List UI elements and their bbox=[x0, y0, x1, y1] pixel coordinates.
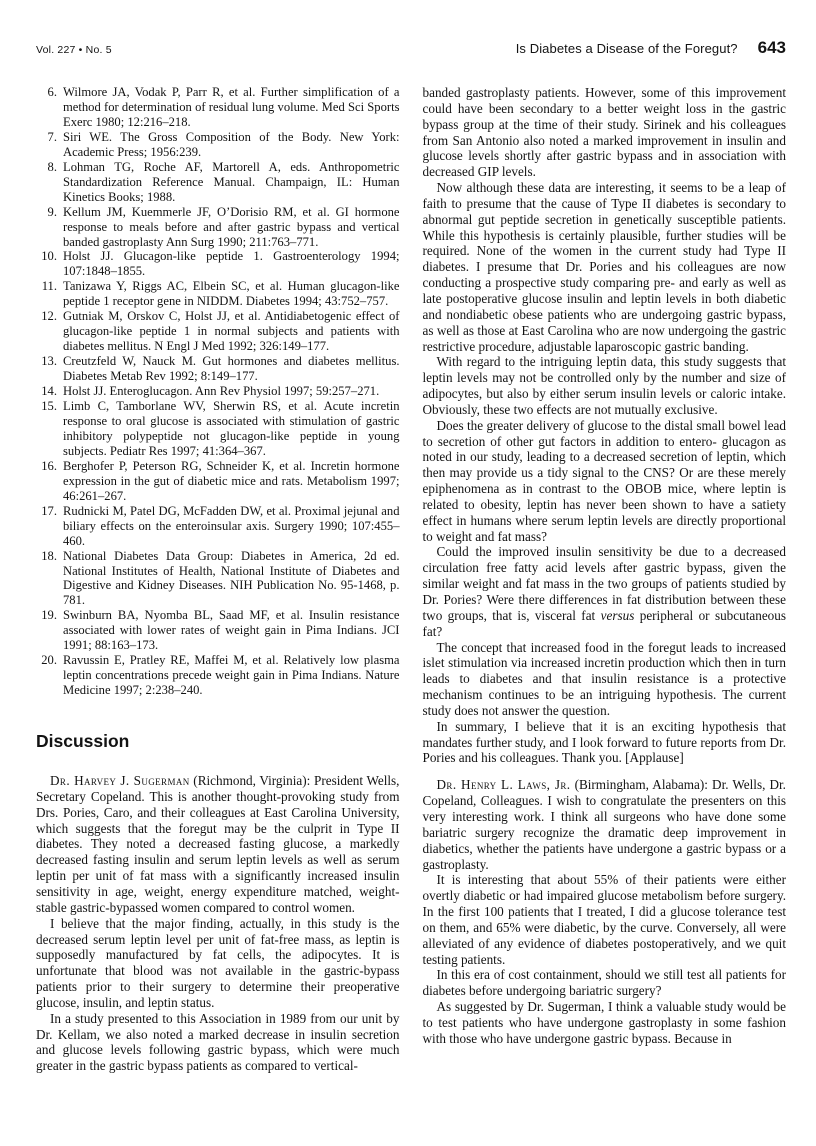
reference-number: 9. bbox=[47, 204, 57, 219]
discussion-heading: Discussion bbox=[36, 731, 130, 752]
reference-number: 15. bbox=[41, 399, 57, 414]
reference-text: Wilmore JA, Vodak P, Parr R, et al. Further simplification of a method for determination of residual lung volume. Med Sci Sports Exerc 1980; 12:216–218. bbox=[63, 85, 400, 129]
discussion-paragraph: Does the greater delivery of glucose to the distal small bowel lead to secretion of other gut factors in addition to entero- glucagon as noted in our study, leading to a decreased secretion of leptin, which then may provide us a tidy signal to the CNS? Or are these merely epiphenomena as in contrast to the OBOB mice, where leptin is related to obesity, leptin has never been shown to have a satiety effect in humans where serum leptin levels are directly proportional to weight and fat mass? bbox=[422, 417, 786, 544]
discussion-paragraph: In summary, I believe that it is an exciting hypothesis that mandates further study, and I look forward to future reports from Dr. Pories and his colleagues. Thank you. [Applause] bbox=[422, 718, 786, 766]
reference-text: Berghofer P, Peterson RG, Schneider K, et al. Incretin hormone expression in the gut of diabetic mice and rats. Metabolism 1997; 46:261–267. bbox=[63, 458, 400, 503]
reference-text: Ravussin E, Pratley RE, Maffei M, et al. Relatively low plasma leptin concentrations precede weight gain in Pima Indians. Nature Medicine 1997; 2:238–240. bbox=[63, 653, 400, 698]
volume-info: Vol. 227 • No. 5 bbox=[36, 44, 112, 56]
reference-text: Creutzfeld W, Nauck M. Gut hormones and diabetes mellitus. Diabetes Metab Rev 1992; 8:149–177. bbox=[63, 354, 400, 384]
reference-text: Gutniak M, Orskov C, Holst JJ, et al. Antidiabetogenic effect of glucagon-like peptide 1 in normal subjects and patients with diabetes mellitus. N Engl J Med 1992; 326:149–177. bbox=[63, 309, 400, 354]
discussion-paragraph bbox=[423, 544, 787, 639]
page-number: 643 bbox=[757, 38, 786, 57]
reference-number: 6. bbox=[47, 85, 57, 99]
paragraph-text: (Richmond, Virginia): President Wells, Secretary Copeland. This is another thought-provoking study from Drs. Pories, Caro, and their colleagues at East Carolina University, which suggests that the foregut may be the culprit in Type II diabetes. They noted a decreased fasting glucose, a markedly decreased fasting insulin and serum leptin levels as well as serum leptin per unit of fat mass with a significantly increased insulin sensitivity in age, weight, energy expenditure matched, weight-stable gastric-bypassed women compared to control women. bbox=[36, 773, 400, 915]
header-right bbox=[516, 38, 786, 58]
reference-item bbox=[36, 130, 400, 160]
reference-number: 12. bbox=[41, 309, 57, 324]
reference-item bbox=[36, 160, 400, 205]
reference-item bbox=[36, 504, 400, 549]
discussion-paragraph: banded gastroplasty patients. However, some of this improvement could have been secondary to a better weight loss in the gastric bypass group at the time of their study. Sirinek and his colleagues from San Antonio also noted a marked improvement in insulin and glucose levels shortly after gastric bypass and in association with decreased GIP levels. bbox=[422, 85, 786, 180]
reference-list bbox=[36, 85, 400, 698]
discussion-paragraph bbox=[423, 777, 787, 872]
reference-item bbox=[36, 205, 400, 250]
reference-item bbox=[36, 249, 400, 279]
speaker-name: Dr. Harvey J. Sugerman bbox=[50, 773, 190, 789]
reference-number: 17. bbox=[41, 503, 57, 518]
left-column bbox=[36, 85, 400, 1074]
reference-text: Holst JJ. Enteroglucagon. Ann Rev Physiol 1997; 59:257–271. bbox=[63, 384, 380, 399]
reference-item bbox=[36, 85, 400, 130]
discussion-paragraph: The concept that increased food in the foregut leads to increased islet stimulation via increased incretin production which then in turn leads to diabetes and that insulin resistance is a protective mechanism continues to be an intriguing hypothesis. The current study does not answer the question. bbox=[422, 639, 786, 718]
discussion-paragraph: In a study presented to this Association in 1989 from our unit by Dr. Kellam, we also noted a marked decrease in insulin secretion and glucose levels following gastric bypass, which were much greater in the gastric bypass patients as compared to vertical- bbox=[36, 1010, 400, 1074]
reference-item bbox=[36, 608, 400, 653]
reference-number: 20. bbox=[41, 653, 57, 668]
reference-text: Rudnicki M, Patel DG, McFadden DW, et al. Proximal jejunal and biliary effects on the enteroinsular axis. Surgery 1990; 107:455–460. bbox=[63, 503, 400, 548]
page-header bbox=[36, 38, 786, 58]
reference-item bbox=[36, 354, 400, 384]
reference-item bbox=[36, 399, 400, 459]
reference-number: 11. bbox=[41, 279, 57, 294]
discussion-paragraph: I believe that the major finding, actually, in this study is the decreased serum leptin level per unit of fat-free mass, as leptin is supposedly manufactured by fat cells, the adipocytes. It is unfortunate that blood was not available in the gastric-bypass patients prior to their surgery to determine their preoperative glucose, insulin, and leptin status. bbox=[36, 915, 400, 1010]
paragraph-text: (Birmingham, Alabama): Dr. Wells, Dr. Copeland, Colleagues. I wish to congratulate the presenters on this very interesting work. I think all surgeons who have done some bariatric surgery recognize the dramatic deep improvement in diabetics, whether the patients have undergone a gastric bypass or a gastroplasty. bbox=[422, 777, 786, 872]
reference-item bbox=[36, 384, 400, 399]
paragraph-text: peripheral or subcutaneous fat? bbox=[422, 607, 786, 639]
reference-item bbox=[36, 309, 400, 354]
reference-text: Lohman TG, Roche AF, Martorell A, eds. Anthropometric Standardization Reference Manual. Champaign, IL: Human Kinetics Books; 1988. bbox=[63, 159, 400, 204]
reference-text: Siri WE. The Gross Composition of the Body. New York: Academic Press; 1956:239. bbox=[63, 129, 400, 159]
reference-number: 13. bbox=[41, 354, 57, 369]
reference-text: Swinburn BA, Nyomba BL, Saad MF, et al. Insulin resistance associated with lower rates of weight gain in Pima Indians. JCI 1991; 88:163–173. bbox=[63, 608, 400, 653]
reference-text: National Diabetes Data Group: Diabetes in America, 2d ed. National Institutes of Health, National Institute of Diabetes and Digestive and Kidney Diseases. NIH Publication No. 95-1468, p. 781. bbox=[63, 548, 400, 608]
speaker-name: Dr. Henry L. Laws, Jr. bbox=[436, 777, 571, 793]
reference-text: Holst JJ. Glucagon-like peptide 1. Gastroenterology 1994; 107:1848–1855. bbox=[63, 249, 400, 279]
reference-item bbox=[36, 279, 400, 309]
italic-word: versus bbox=[600, 607, 635, 623]
reference-text: Limb C, Tamborlane WV, Sherwin RS, et al. Acute incretin response to oral glucose is associated with stimulation of gastric inhibitory polypeptide not glucagon-like peptide in young subjects. Pediatr Res 1997; 41:364–367. bbox=[63, 399, 400, 458]
reference-text: Kellum JM, Kuemmerle JF, O’Dorisio RM, et al. GI hormone response to meals before and after gastric bypass and vertical banded gastroplasty Ann Surg 1990; 211:763–771. bbox=[63, 204, 400, 249]
reference-number: 16. bbox=[41, 458, 57, 473]
reference-number: 14. bbox=[41, 384, 57, 399]
discussion-paragraph: With regard to the intriguing leptin data, this study suggests that leptin levels may not be controlled only by the number and size of adipocytes, but also by either serum insulin levels or caloric intake. Obviously, these two effects are not mutually exclusive. bbox=[422, 354, 786, 417]
reference-number: 18. bbox=[41, 548, 57, 563]
reference-number: 10. bbox=[41, 249, 57, 264]
reference-number: 8. bbox=[47, 159, 57, 174]
right-column bbox=[423, 85, 787, 1074]
discussion-paragraph bbox=[36, 773, 400, 916]
paragraph-text: Could the improved insulin sensitivity be due to a decreased circulation free fatty acid levels after gastric bypass, given the similar weight and fat mass in the two groups of patients studied by Dr. Pories? Were there differences in fat distribution between these two groups, that is, visceral fat bbox=[422, 544, 786, 623]
reference-text: Tanizawa Y, Riggs AC, Elbein SC, et al. Human glucagon-like peptide 1 receptor gene in NIDDM. Diabetes 1994; 43:752–757. bbox=[63, 279, 400, 309]
reference-number: 7. bbox=[47, 129, 57, 144]
two-column-layout bbox=[36, 85, 786, 1074]
reference-number: 19. bbox=[41, 608, 57, 623]
discussion-paragraph: As suggested by Dr. Sugerman, I think a valuable study would be to test patients who have undergone gastroplasty in some fashion with those who have undergone gastric bypass. Because in bbox=[422, 999, 786, 1046]
reference-item bbox=[36, 549, 400, 609]
discussion-paragraph: Now although these data are interesting, it seems to be a leap of faith to presume that the cause of Type II diabetes is secondary to abnormal gut peptide secretion in genetically susceptible patients. While this hypothesis is certainly plausible, further studies will be required. None of the women in the current study had Type II diabetes. I presume that Dr. Pories and his colleagues are now conducting a prospective study comparing pre- and early as well as late postoperative glucose insulin and leptin levels in both diabetic and nondiabetic obese patients who are undergoing gastric bypass, as well as those at East Carolina who are now undergoing the gastric restrictive procedure, adjustable laparoscopic gastric banding. bbox=[422, 180, 786, 354]
reference-item bbox=[36, 459, 400, 504]
reference-item bbox=[36, 653, 400, 698]
running-title: Is Diabetes a Disease of the Foregut? bbox=[515, 41, 738, 56]
discussion-paragraph: In this era of cost containment, should we still test all patients for diabetes before undergoing bariatric surgery? bbox=[422, 967, 786, 999]
discussion-paragraph: It is interesting that about 55% of their patients were either overtly diabetic or had impaired glucose metabolism before surgery. In the first 100 patients that I treated, I did a glucose tolerance test on them, and 65% were diabetic, by the curve. Conversely, all were alleviated of any evidence of diabetes postoperatively, and we quit testing patients. bbox=[422, 872, 786, 967]
